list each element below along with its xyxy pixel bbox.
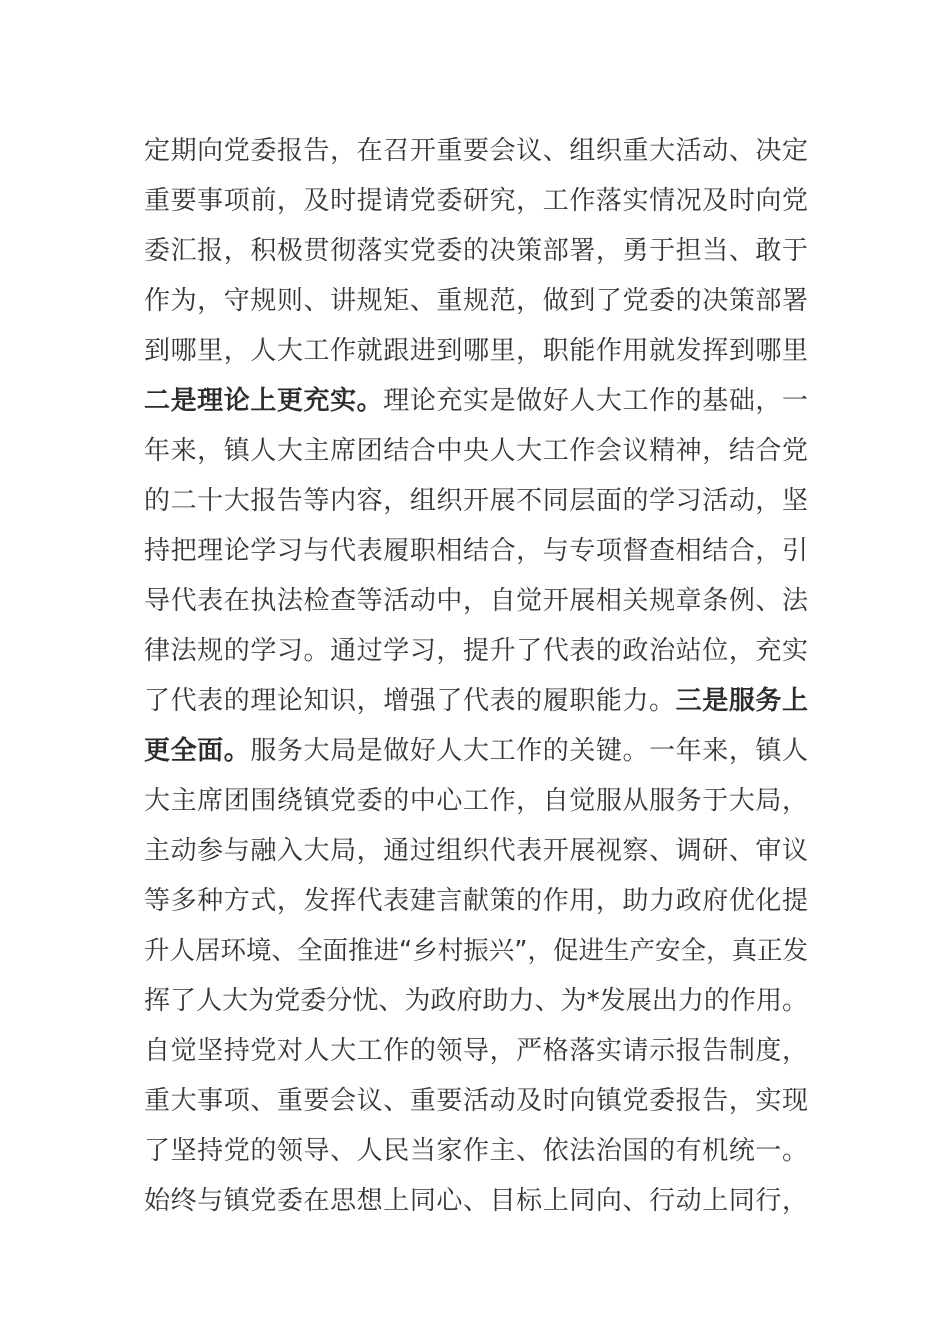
bold-heading-text: 更全面。 [144, 736, 251, 766]
text-line [144, 576, 808, 626]
text-line [144, 676, 808, 726]
body-text: 的二十大报告等内容，组织开展不同层面的学习活动，坚 [144, 486, 808, 516]
text-line [144, 176, 808, 226]
body-text: 重大事项、重要会议、重要活动及时向镇党委报告，实现 [144, 1086, 808, 1116]
text-line [144, 976, 808, 1026]
text-line [144, 226, 808, 276]
body-text: 服务大局是做好人大工作的关键。一年来，镇人 [250, 736, 808, 766]
body-text: 等多种方式，发挥代表建言献策的作用，助力政府优化提 [144, 886, 808, 916]
text-line [144, 526, 808, 576]
text-line [144, 776, 808, 826]
document-body-text [144, 126, 808, 1226]
text-line [144, 1126, 808, 1176]
text-line [144, 726, 808, 776]
text-line [144, 1076, 808, 1126]
text-line [144, 376, 808, 426]
body-text: 升人居环境、全面推进“乡村振兴”，促进生产安全，真正发 [144, 936, 808, 966]
text-line [144, 276, 808, 326]
text-line [144, 126, 808, 176]
text-line [144, 826, 808, 876]
body-text: 到哪里，人大工作就跟进到哪里，职能作用就发挥到哪里 [144, 336, 808, 366]
body-text: 挥了人大为党委分忧、为政府助力、为*发展出力的作用。 [144, 986, 808, 1016]
text-line [144, 876, 808, 926]
bold-heading-text: 二是理论上更充实。 [144, 386, 384, 416]
text-line [144, 1176, 808, 1226]
body-text: 年来，镇人大主席团结合中央人大工作会议精神，结合党 [144, 436, 808, 466]
body-text: 主动参与融入大局，通过组织代表开展视察、调研、审议 [144, 836, 808, 866]
body-text: 重要事项前，及时提请党委研究，工作落实情况及时向党 [144, 186, 808, 216]
body-text: 自觉坚持党对人大工作的领导，严格落实请示报告制度， [144, 1036, 808, 1066]
body-text: 律法规的学习。通过学习，提升了代表的政治站位，充实 [144, 636, 808, 666]
text-line [144, 326, 808, 376]
text-line [144, 426, 808, 476]
body-text: 大主席团围绕镇党委的中心工作，自觉服从服务于大局， [144, 786, 808, 816]
body-text: 作为，守规则、讲规矩、重规范，做到了党委的决策部署 [144, 286, 808, 316]
body-text: 理论充实是做好人大工作的基础，一 [383, 386, 808, 416]
text-line [144, 926, 808, 976]
text-line [144, 1026, 808, 1076]
body-text: 定期向党委报告，在召开重要会议、组织重大活动、决定 [144, 136, 808, 166]
body-text: 了坚持党的领导、人民当家作主、依法治国的有机统一。 [144, 1136, 808, 1166]
body-text: 了代表的理论知识，增强了代表的履职能力。 [144, 686, 676, 716]
text-line [144, 476, 808, 526]
text-line [144, 626, 808, 676]
body-text: 始终与镇党委在思想上同心、目标上同向、行动上同行， [144, 1186, 808, 1216]
bold-heading-text: 三是服务上 [675, 686, 808, 716]
body-text: 持把理论学习与代表履职相结合，与专项督查相结合，引 [144, 536, 808, 566]
body-text: 导代表在执法检查等活动中，自觉开展相关规章条例、法 [144, 586, 808, 616]
body-text: 委汇报，积极贯彻落实党委的决策部署，勇于担当、敢于 [144, 236, 808, 266]
